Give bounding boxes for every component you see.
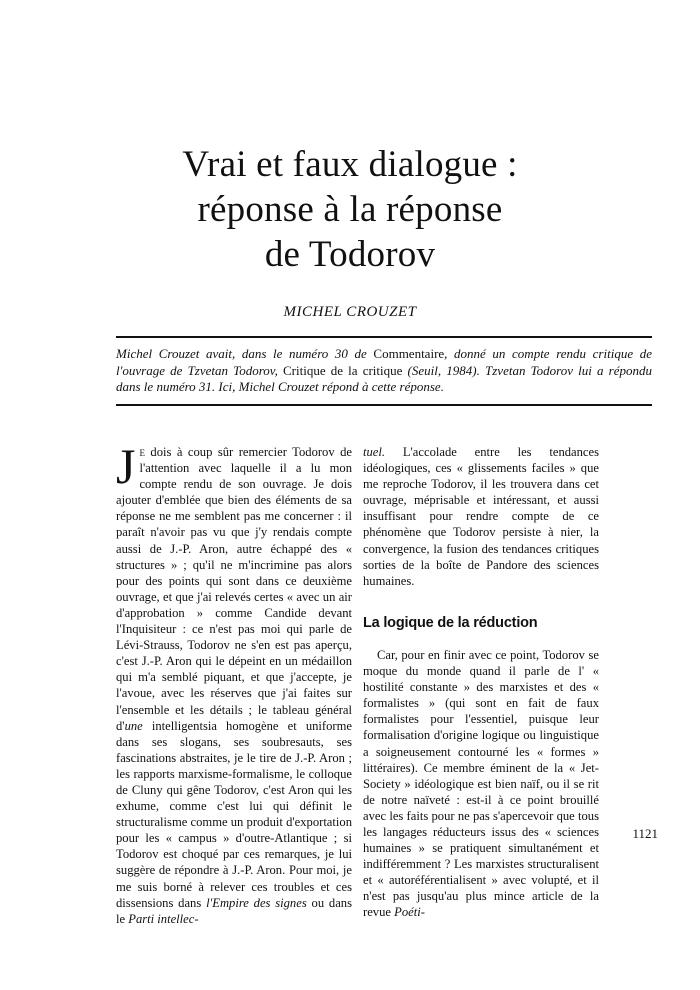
author-name: MICHEL CROUZET bbox=[283, 304, 417, 320]
right-paragraph-2 bbox=[363, 647, 599, 921]
top-rule bbox=[116, 336, 652, 338]
right-text-2: Car, pour en finir avec ce point, Todorov se moque du monde quand il parle de l' « hostilité constante » des marxistes et des « formalistes » (qui sont en fait de faux formalistes pour l'essentiel, puisque leur formalisation d'origine logique ou linguistique a soigneusement contourné les « formes » littéraires). Ce membre éminent de la « Jet-Society » idéologique est bien naïf, ou il se rit de notre naïveté : est-il à ce point brouillé avec les faits pour ne pas s'apercevoir que tous les langages réducteurs issus des « sciences humaines » se pratiquent simultanément et indifféremment ? Les marxistes structuralisent et « autoréférentialisent » avec volupté, et il n'est pas jusqu'au plus mince article de la revue bbox=[363, 647, 599, 920]
right-text-1: L'accolade entre les tendances idéologiques, ces « glissements faciles » que me reproche Todorov, il les trouvera dans cet ouvrage, méprisable et intéressant, et aussi insuffisant pour rendre compte de ce phénomène que Todorov persiste à nier, la convergence, la fusion des tendances critiques sorties de la boîte de Pandore des sciences humaines. bbox=[363, 445, 599, 588]
right-column bbox=[363, 444, 599, 921]
intro-abstract bbox=[116, 346, 652, 396]
left-paragraph bbox=[116, 438, 353, 927]
article-title bbox=[0, 142, 700, 277]
drop-cap: J bbox=[116, 438, 136, 494]
title-line-3: de Todorov bbox=[264, 234, 436, 275]
intro-part-5: (Seuil, 1984). Tzvetan Todorov lui a répondu dans le numéro 31. Ici, Michel Crouzet répond à cette réponse. bbox=[116, 362, 652, 394]
intro-part-1: Michel Crouzet avait, dans le numéro 30 de bbox=[116, 346, 374, 361]
title-line-1: Vrai et faux dialogue : bbox=[182, 144, 518, 185]
left-emphasis-empire: l'Empire des signes bbox=[206, 895, 307, 910]
title-line-2: réponse à la réponse bbox=[197, 189, 503, 230]
first-word: e bbox=[139, 445, 145, 459]
intro-book-title: Critique de la critique bbox=[282, 362, 403, 378]
intro-part-3: , donné un compte rendu critique de l'ouvrage de Tzvetan Todorov, bbox=[116, 346, 652, 378]
left-text-a: dois à coup sûr remercier Todorov de l'attention avec laquelle il a lu mon compte rendu de son ouvrage. Je dois ajouter d'emblée que bien des éléments de sa réponse ne me semblent pas me concerner : il paraît n'avoir pas vu que j'y rendais compte aussi de J.-P. Aron, autre échappé des « structures » ; qu'il ne m'incrimine pas alors pour des points qui sont dans ce deuxième ouvrage, et que j'ai relevés certes « avec un air d'approbation » comme Candide devant l'Inquisiteur : ce n'est pas moi qui parle de Lévi-Strauss, Todorov ne s'en est pas aperçu, c'est J.-P. Aron qui le dépeint en un médaillon qui m'a semblé piquant, et que j'accepte, je l'avoue, avec les réserves que j'ai faites sur l'ensemble et les détails ; le tableau général d' bbox=[116, 445, 352, 733]
left-emphasis-une: une bbox=[124, 718, 143, 733]
right-emphasis-poeti: Poéti- bbox=[394, 905, 425, 920]
left-column bbox=[116, 438, 353, 927]
left-emphasis-parti: Parti intellec- bbox=[128, 911, 199, 926]
bottom-rule bbox=[116, 404, 652, 406]
left-text-b: intelligentsia homogène et uniforme dans ses slogans, ses soubresauts, ses fascinations abstraites, je le tire de J.-P. Aron ; les rapports marxisme-formalisme, le colloque de Cluny qui gêne Todorov, c'est Aron qui les exhume, comme c'est lui qui définit le structuralisme comme un produit d'exportation pour les « campus » d'outre-Atlantique ; si Todorov est choqué par ces remarques, je lui suggère de répondre à J.-P. Aron. Pour moi, je me suis borné à relever ces troubles et ces dissensions dans bbox=[116, 718, 352, 910]
right-emphasis-tuel: tuel. bbox=[363, 445, 386, 459]
left-text-c: ou dans le bbox=[116, 895, 353, 926]
right-paragraph-1 bbox=[363, 444, 599, 589]
section-heading: La logique de la réduction bbox=[363, 614, 538, 631]
intro-journal-name: Commentaire bbox=[373, 346, 445, 361]
page-number: 1121 bbox=[632, 826, 658, 841]
